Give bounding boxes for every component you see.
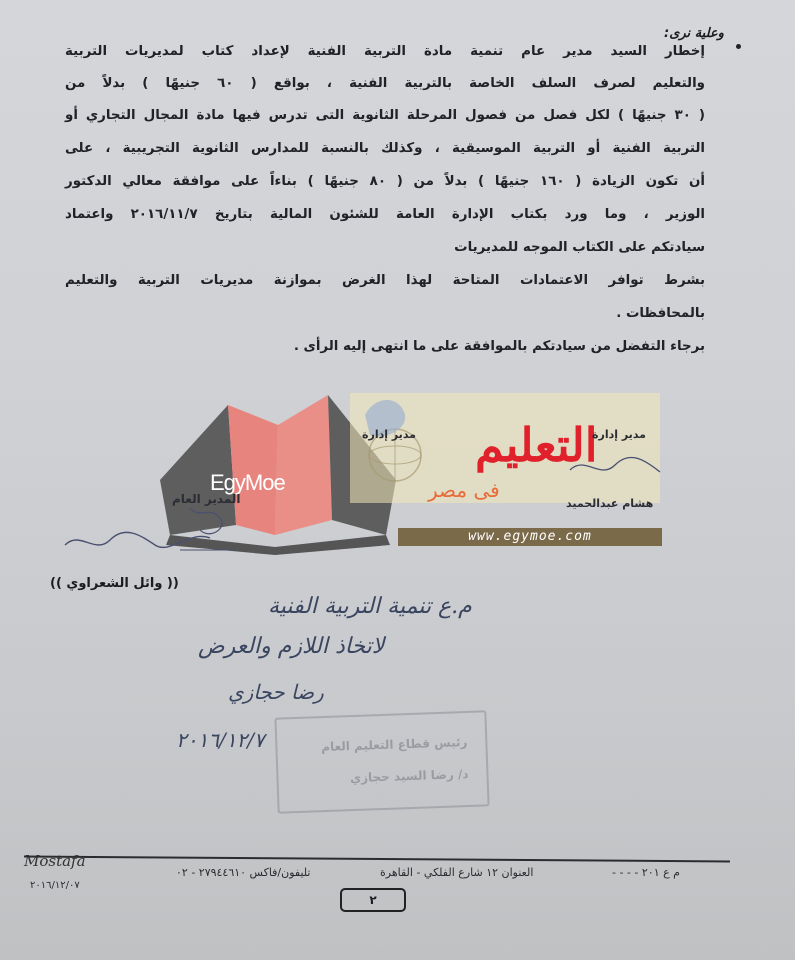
body-line: والتعليم لصرف السلف الخاصة بالتربية الفنية ، بواقع ( ٦٠ جنيهًا ) بدلاً من bbox=[65, 76, 705, 91]
footer-author: Mostafa bbox=[24, 852, 86, 870]
signature-scribble bbox=[60, 500, 250, 570]
stamp-line-1: رئيس قطاع التعليم العام bbox=[320, 735, 468, 755]
watermark-latin-brand: EgyMoe bbox=[210, 470, 285, 495]
body-line: أن تكون الزيادة ( ١٦٠ جنيهًا ) بدلاً من ( ٨٠ جنيهًا ) بناءاً على موافقة معالي الدكتور bbox=[65, 174, 705, 189]
director-label: مدير إدارة bbox=[592, 428, 646, 441]
footer-date: ٢٠١٦/١٢/٠٧ bbox=[30, 880, 80, 891]
director-name: هشام عبدالحميد bbox=[566, 497, 654, 510]
body-line: ( ٣٠ جنيهًا ) لكل فصل من فصول المرحلة الثانوية التى تدرس فيها مادة المجال التجاري أو bbox=[65, 108, 705, 123]
footer-address: العنوان ١٢ شارع الفلكي - القاهرة bbox=[380, 866, 534, 879]
stamp-line-2: د/ رضا السيد حجازي bbox=[349, 766, 469, 786]
director-label-secondary: مدير إدارة bbox=[362, 428, 416, 441]
page-number-box: ٢ bbox=[340, 888, 406, 912]
body-line: سيادتكم على الكتاب الموجه للمديريات bbox=[454, 240, 705, 255]
bullet-dot bbox=[736, 44, 741, 49]
watermark-arabic-brand: التعليم bbox=[475, 418, 598, 472]
official-stamp bbox=[274, 710, 489, 813]
handwritten-date: ٢٠١٦/١٢/٧ bbox=[176, 728, 265, 752]
director-signature-scribble bbox=[560, 440, 670, 500]
watermark-arabic-sub: فى مصر bbox=[428, 478, 500, 502]
footer-divider bbox=[24, 856, 730, 863]
footer-reference: م ع ٢٠١ - - - - bbox=[612, 866, 680, 879]
watermark-url: www.egymoe.com bbox=[398, 528, 662, 546]
body-line: بالمحافظات . bbox=[616, 306, 705, 321]
general-manager-title: المدير العام bbox=[172, 492, 241, 506]
handwritten-note-2: لاتخاذ اللازم والعرض bbox=[198, 634, 385, 659]
handwritten-signature-name: رضا حجازي bbox=[228, 680, 324, 704]
body-line: الوزير ، وما ورد بكتاب الإدارة العامة للشئون المالية بتاريخ ٢٠١٦/١١/٧ واعتماد bbox=[65, 207, 705, 222]
body-line: إخطار السيد مدير عام تنمية مادة التربية الفنية لإعداد كتاب لمديريات التربية bbox=[65, 44, 705, 59]
body-line: بشرط توافر الاعتمادات المتاحة لهذا الغرض بموازنة مديريات التربية والتعليم bbox=[65, 273, 705, 288]
header-note: وعلية نرى: bbox=[664, 26, 724, 41]
footer-phone: تليفون/فاكس ٢٧٩٤٤٦١٠ - ٠٢ bbox=[176, 866, 311, 879]
general-manager-name: (( وائل الشعراوي )) bbox=[50, 576, 179, 591]
body-line: التربية الفنية أو التربية الموسيقية ، وكذلك بالنسبة للمدارس الثانوية التجريبية ، على bbox=[65, 141, 705, 156]
handwritten-note-1: م.ع تنمية التربية الفنية bbox=[268, 594, 472, 619]
body-line: برجاء التفضل من سيادتكم بالموافقة على ما انتهى إليه الرأى . bbox=[293, 339, 705, 354]
